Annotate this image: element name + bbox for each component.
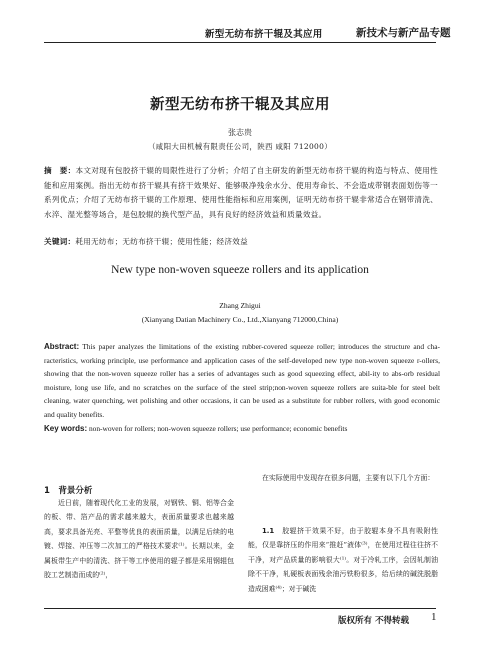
keywords-en [44, 424, 440, 433]
affiliation-en: (Xianyang Datian Machinery Co., Ltd.,Xianyang 712000,China) [141, 315, 339, 324]
paper-title-en: New type non-woven squeeze rollers and its application [111, 264, 369, 276]
keywords-en-text: non-woven for rollers; non-woven squeeze rollers; use performance; economic benefits [87, 424, 348, 433]
footer-rule [44, 608, 436, 609]
paper-title-cn: 新型无纺布挤干辊及其应用 [150, 96, 330, 113]
abstract-en [44, 340, 440, 421]
abstract-cn-text: 本文对现有包胶挤干辊的局限性进行了分析；介绍了自主研发的新型无纺布挤干辊的构造与特点、使用性能和应用案例。指出无纺布挤干辊具有挤干效果好、能够吸净残余水分、使用寿命长、不会造成带钢表面划伤等一系列优点；介绍了无纺布挤干辊的工作原理、使用性能指标和应用案例，证明无纺布挤干辊非常适合在钢带清洗、水淬、湿光整等场合，是包胶辊的换代型产品，具有良好的经济效益和质量效益。 [44, 166, 439, 219]
subsection-1-1-text: 胶辊挤干效果不好，由于胶辊本身不具有吸附性能，仅是靠挤压的作用来“推赶”液体⁽³⁾，在使用过程往往挤不干净，对产品质量的影响很大⁽¹⁾。对于冷轧工序，会因轧制油除不干净，轧硬板表面残余油污铁粉很多，给后续的碱洗脱脂造成困难⁽⁴⁾；对于碱洗 [248, 527, 438, 593]
subsection-1-1-number: 1.1 [262, 527, 275, 535]
running-header-title: 新型无纺布挤干辊及其应用 [205, 29, 323, 40]
copyright-notice: 版权所有 不得转载 [338, 616, 409, 626]
keywords-cn-label: 关键词： [44, 237, 76, 246]
header-rule [44, 42, 436, 43]
affiliation-cn: （咸阳大田机械有限责任公司，陕西 咸阳 712000） [148, 142, 332, 151]
page-number: 1 [431, 611, 437, 623]
abstract-cn [44, 164, 438, 222]
abstract-en-text: This paper analyzes the limitations of the existing rubber-covered squeeze roller; introduces the structure and cha-racteristics, working principle, use performance and application cases of the self-developed new type non-woven squeeze r-ollers, showing that the non-woven squeeze roller has a series of advantages such as good squeezing effect, abil-ity to abs-orb residual moisture, long use life, and no scratches on the surface of the steel strip;non-woven squeeze rollers are suita-ble for steel belt cleaning, water quenching, wet polishing and other occasions, it can be used as a substitute for rubber rollers, with good economic and quality benefits. [44, 342, 440, 419]
author-cn: 张志贵 [228, 128, 252, 137]
section-1-paragraph: 近日前，随着现代化工业的发展，对钢铁、铜、铝等合金的板、带、箔产品的需求越来越大，表面质量要求也越来越高，要求具备光亮、平整等优良的表面质量，以满足后续的电镀、焊接、冲压等二次加工的严格技术要求⁽¹⁾。长期以来，金属板带生产中的清洗、挤干等工序使用的辊子都是采用钢辊包胶工艺制造而成的⁽²⁾， [44, 499, 234, 580]
keywords-en-label: Key words: [44, 424, 88, 433]
author-en: Zhang Zhigui [219, 301, 261, 310]
keywords-cn-text: 耗用无纺布；无纺布挤干辊；使用性能；经济效益 [75, 237, 248, 246]
keywords-cn [44, 236, 438, 247]
section-heading-background: 1 背景分析 [44, 486, 93, 496]
right-column-intro: 在实际使用中发现存在很多问题，主要有以下几个方面： [262, 474, 435, 482]
subsection-1-1 [248, 524, 438, 596]
abstract-en-label: Abstract: [44, 342, 80, 351]
running-header-section: 新技术与新产品专题 [356, 27, 451, 39]
abstract-cn-label: 摘 要： [44, 166, 76, 175]
